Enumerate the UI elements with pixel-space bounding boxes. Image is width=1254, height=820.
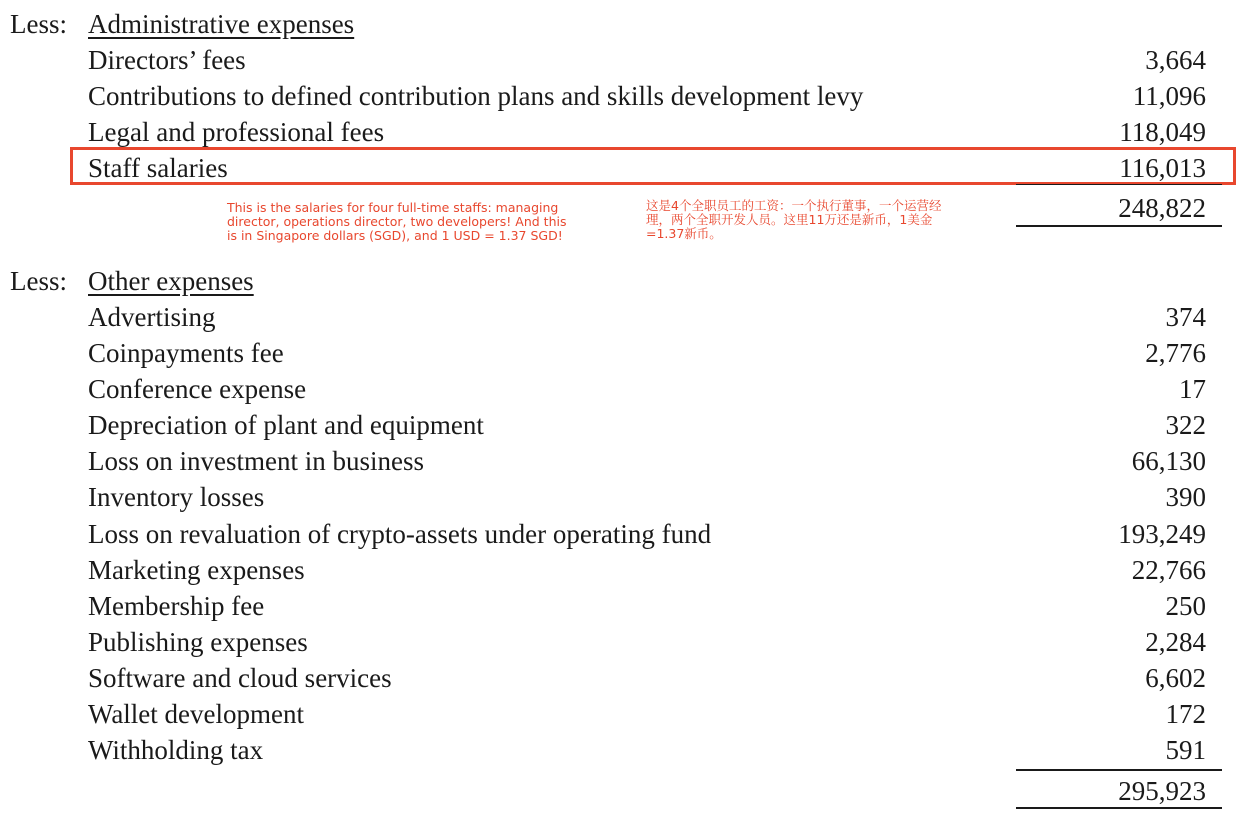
other-item-label: Advertising: [88, 302, 216, 332]
staff-salaries-label: Staff salaries: [88, 153, 228, 183]
other-subtotal-rule: [1016, 769, 1222, 771]
other-item-label: Software and cloud services: [88, 663, 392, 693]
other-total-amount: 295,923: [1118, 776, 1206, 806]
admin-less-label: Less:: [10, 9, 67, 39]
other-item-label: Inventory losses: [88, 482, 265, 512]
other-item-amount: 6,602: [1145, 663, 1206, 693]
other-item-amount: 193,249: [1118, 519, 1206, 549]
other-item-label: Loss on investment in business: [88, 446, 424, 476]
other-item-label: Membership fee: [88, 591, 265, 621]
staff-salaries-highlight-box: [70, 147, 1236, 185]
other-item-label: Publishing expenses: [88, 627, 308, 657]
other-item-amount: 22,766: [1131, 555, 1206, 585]
other-item-amount: 17: [1179, 374, 1206, 404]
other-expenses-heading: Other expenses: [88, 266, 254, 296]
other-item-label: Depreciation of plant and equipment: [88, 410, 484, 440]
admin-item-amount: 118,049: [1119, 117, 1206, 147]
other-total-underline: [1016, 807, 1222, 809]
admin-item-label: Contributions to defined contribution plans and skills development levy: [88, 81, 864, 111]
other-item-label: Conference expense: [88, 374, 307, 404]
other-item-amount: 591: [1165, 735, 1206, 765]
other-item-amount: 374: [1165, 302, 1206, 332]
other-item-amount: 66,130: [1131, 446, 1206, 476]
other-item-label: Marketing expenses: [88, 555, 305, 585]
admin-item-amount: 11,096: [1132, 81, 1206, 111]
admin-total-amount: 248,822: [1118, 193, 1206, 223]
admin-item-label: Directors’ fees: [88, 45, 246, 75]
other-item-amount: 250: [1165, 591, 1206, 621]
other-item-amount: 2,776: [1145, 338, 1206, 368]
chinese-annotation: 这是4个全职员工的工资：一个执行董事，一个运营经 理，两个全职开发人员。这里11万还是新币，1美金 =1.37新币。: [646, 198, 942, 241]
admin-item-amount: 3,664: [1145, 45, 1206, 75]
other-item-amount: 322: [1165, 410, 1206, 440]
admin-expenses-heading: Administrative expenses: [88, 9, 355, 39]
other-item-amount: 390: [1165, 482, 1206, 512]
admin-item-label: Legal and professional fees: [88, 117, 385, 147]
other-item-amount: 172: [1165, 699, 1206, 729]
other-item-label: Coinpayments fee: [88, 338, 284, 368]
staff-salaries-amount: 116,013: [1119, 153, 1206, 183]
other-less-label: Less:: [10, 266, 67, 296]
other-item-label: Withholding tax: [88, 735, 264, 765]
other-item-label: Loss on revaluation of crypto-assets under operating fund: [88, 519, 712, 549]
other-item-amount: 2,284: [1145, 627, 1206, 657]
admin-subtotal-rule: [1016, 184, 1222, 185]
admin-total-underline: [1016, 225, 1222, 227]
english-annotation: This is the salaries for four full-time staffs: managing director, operations director, two developers! And this is in Singapore dollars (SGD), and 1 USD = 1.37 SGD!: [227, 200, 567, 243]
other-item-label: Wallet development: [88, 699, 304, 729]
